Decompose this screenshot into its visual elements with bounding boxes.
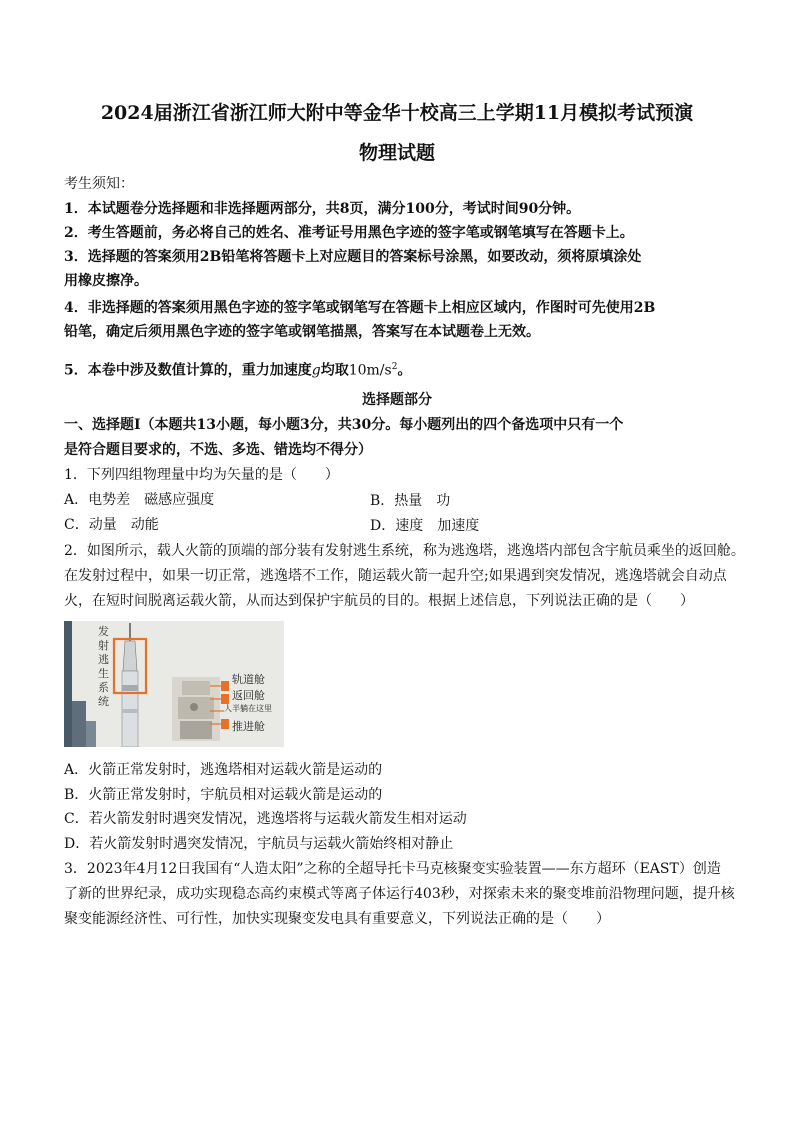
q2-stem-2: 在发射过程中，如果一切正常，逃逸塔不工作，随运载火箭一起升空;如果遇到突发情况，逃逸塔就会自动点 [64, 568, 727, 584]
escape-system-label: 发 射 逃 生 系 统 [98, 625, 109, 708]
q3-stem-2: 了新的世界纪录，成功实现稳态高约束模式等离子体运行403秒，对探索未来的聚变堆前沿物理问题，提升核 [64, 886, 735, 902]
notice-item-1: 1．本试题卷分选择题和非选择题两部分，共8页，满分100分，考试时间90分钟。 [64, 201, 581, 217]
q3-stem-3: 聚变能源经济性、可行性，加快实现聚变发电具有重要意义，下列说法正确的是（ ） [64, 911, 610, 927]
q1-stem: 1．下列四组物理量中均为矢量的是（ ） [64, 467, 339, 483]
part1-instructions-cont: 是符合题目要求的，不选、多选、错选均不得分） [64, 442, 372, 458]
section-title: 选择题部分 [362, 392, 432, 408]
q1-option-b: B．热量 功 [370, 493, 451, 509]
q2-option-c: C．若火箭发射时遇突发情况，逃逸塔将与运载火箭发生相对运动 [64, 811, 467, 827]
notice-item-3-cont: 用橡皮擦净。 [64, 273, 148, 289]
exam-title: 2024届浙江省浙江师大附中等金华十校高三上学期11月模拟考试预演 [100, 102, 694, 124]
notice-item-3: 3．选择题的答案须用2B铅笔将答题卡上对应题目的答案标号涂黑，如要改动，须将原填涂处 [64, 249, 642, 265]
person-note-label: 人半躺在这里 [224, 704, 272, 713]
gravity-symbol: g [311, 362, 321, 379]
notice-item-2: 2．考生答题前，务必将自己的姓名、准考证号用黑色字迹的签字笔或钢笔填写在答题卡上。 [64, 225, 634, 241]
part1-instructions: 一、选择题Ⅰ（本题共13小题，每小题3分，共30分。每小题列出的四个备选项中只有一个 [64, 417, 624, 433]
exam-subtitle: 物理试题 [358, 142, 435, 164]
q2-stem-1: 2．如图所示，载人火箭的顶端的部分装有发射逃生系统，称为逃逸塔，逃逸塔内部包含宇航员乘坐的返回舱。 [64, 543, 745, 559]
q1-option-d: D．速度 加速度 [370, 518, 480, 534]
rocket-figure [64, 621, 284, 747]
notice-item-4: 4．非选择题的答案须用黑色字迹的签字笔或钢笔写在答题卡上相应区域内，作图时可先使用2B [64, 300, 656, 316]
orbital-module-label: 轨道舱 [232, 673, 265, 686]
q2-option-b: B．火箭正常发射时，宇航员相对运载火箭是运动的 [64, 787, 383, 803]
q2-option-d: D．若火箭发射时遇突发情况，宇航员与运载火箭始终相对静止 [64, 836, 454, 852]
q1-option-c: C．动量 动能 [64, 517, 159, 533]
q2-option-a: A．火箭正常发射时，逃逸塔相对运载火箭是运动的 [64, 762, 383, 778]
propulsion-module-label: 推进舱 [232, 720, 265, 733]
gravity-value: 10m/s [348, 362, 392, 379]
notice-heading: 考生须知： [64, 176, 134, 192]
return-module-label: 返回舱 [232, 689, 265, 702]
q3-stem-1: 3．2023年4月12日我国有“人造太阳”之称的全超导托卡马克核聚变实验装置——东方超环（EAST）创造 [64, 861, 721, 877]
notice-item-5: 5．本卷中涉及数值计算的，重力加速度g均取$10m/s^2$。 [64, 362, 412, 379]
q2-stem-3: 火，在短时间脱离运载火箭，从而达到保护宇航员的目的。根据上述信息，下列说法正确的是（ ） [64, 593, 694, 609]
notice-item-4-cont: 铅笔，确定后须用黑色字迹的签字笔或钢笔描黑，答案写在本试题卷上无效。 [64, 324, 540, 340]
q1-option-a: A．电势差 磁感应强度 [64, 492, 215, 508]
